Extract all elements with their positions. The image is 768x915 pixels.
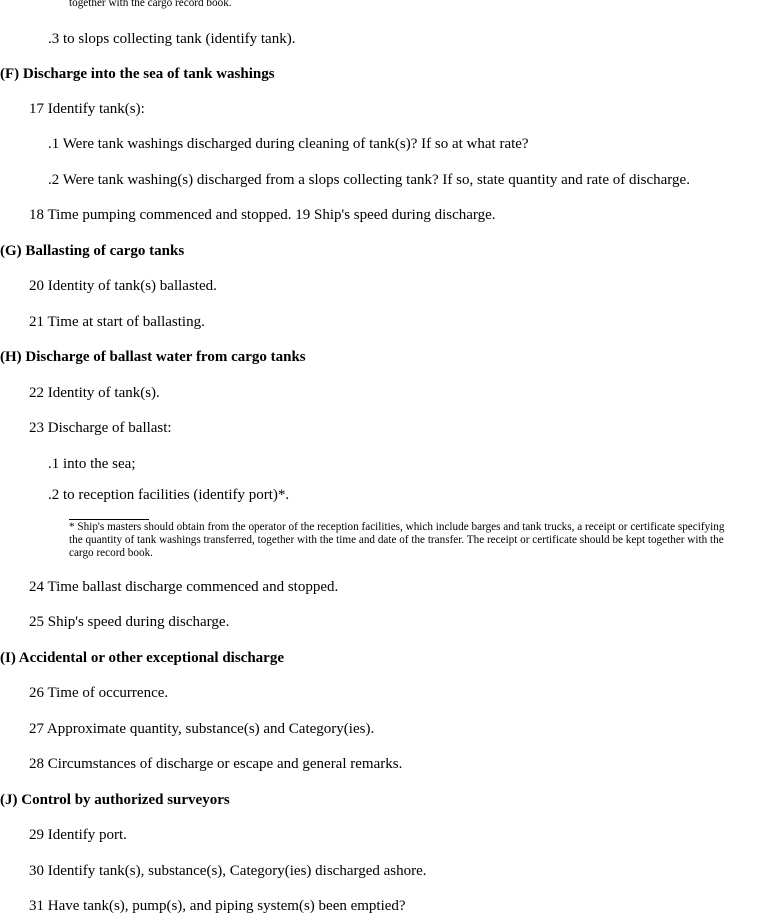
- item-26: 26 Time of occurrence.: [29, 685, 169, 701]
- item-28: 28 Circumstances of discharge or escape and general remarks.: [29, 756, 403, 772]
- item-20: 20 Identity of tank(s) ballasted.: [29, 278, 217, 294]
- item-23: 23 Discharge of ballast:: [29, 420, 172, 436]
- item-21: 21 Time at start of ballasting.: [29, 314, 205, 330]
- item-27: 27 Approximate quantity, substance(s) and Category(ies).: [29, 721, 375, 737]
- section-heading-g: (G) Ballasting of cargo tanks: [0, 243, 185, 259]
- section-heading-f: (F) Discharge into the sea of tank washings: [0, 66, 275, 82]
- item-24: 24 Time ballast discharge commenced and stopped.: [29, 579, 339, 595]
- item-31: 31 Have tank(s), pump(s), and piping system(s) been emptied?: [29, 898, 406, 914]
- item-23-1: .1 into the sea;: [48, 456, 136, 472]
- footnote-fragment-top: together with the cargo record book.: [69, 0, 232, 9]
- section-heading-h: (H) Discharge of ballast water from cargo tanks: [0, 349, 306, 365]
- item-22: 22 Identity of tank(s).: [29, 385, 160, 401]
- item-25: 25 Ship's speed during discharge.: [29, 614, 230, 630]
- item-17: 17 Identify tank(s):: [29, 101, 145, 117]
- item-f3: .3 to slops collecting tank (identify tank).: [48, 31, 296, 47]
- footnote-rule: [69, 519, 149, 520]
- item-18: 18 Time pumping commenced and stopped. 19 Ship's speed during discharge.: [29, 207, 496, 223]
- section-heading-i: (I) Accidental or other exceptional discharge: [0, 650, 284, 666]
- footnote: * Ship's masters should obtain from the operator of the reception facilities, which include barges and tank trucks, a receipt or certificate specifying the quantity of tank washings transferred, together with the time and date of the transfer. The receipt or certificate should be kept together with the cargo record book.: [69, 521, 725, 559]
- item-17-1: .1 Were tank washings discharged during cleaning of tank(s)? If so at what rate?: [48, 136, 529, 152]
- item-23-2: .2 to reception facilities (identify port)*.: [48, 487, 290, 503]
- item-17-2: .2 Were tank washing(s) discharged from a slops collecting tank? If so, state quantity and rate of discharge.: [48, 172, 690, 188]
- section-heading-j: (J) Control by authorized surveyors: [0, 792, 230, 808]
- item-29: 29 Identify port.: [29, 827, 127, 843]
- item-30: 30 Identify tank(s), substance(s), Category(ies) discharged ashore.: [29, 863, 427, 879]
